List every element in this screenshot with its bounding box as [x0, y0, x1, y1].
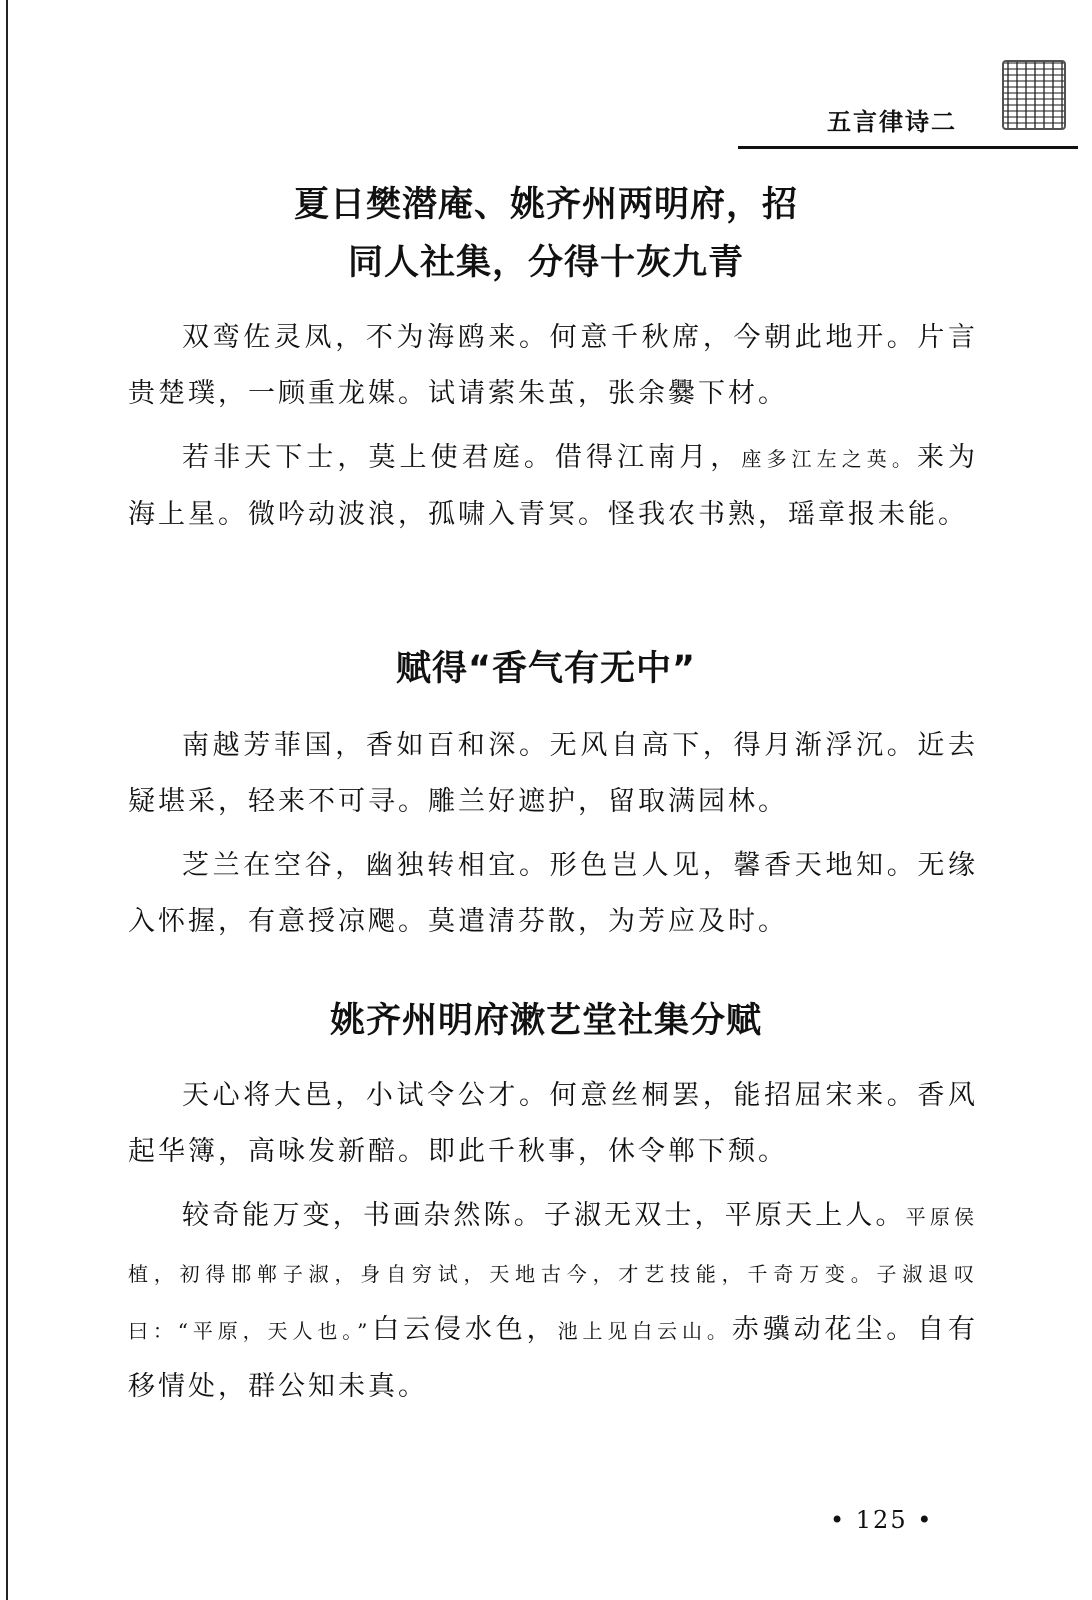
annotation: 平原侯植，初得邯郸子淑，身自穷试，天地古今，才艺技能，千奇万变。子淑退叹曰：“平原，天人也。”: [128, 1205, 979, 1343]
stanza: [128, 310, 978, 422]
poem-title-2: [0, 640, 1092, 698]
stanza-text: 芝兰在空谷，幽独转相宜。形色岂人见，馨香天地知。无缘入怀握，有意授凉飔。莫遣清芬散，为芳应及时。: [128, 850, 978, 937]
running-header: 五言律诗二: [827, 108, 957, 136]
poem-title-line: 夏日樊潜庵、姚齐州两明府，招: [293, 185, 798, 225]
stanza-text: 天心将大邑，小试令公才。何意丝桐罢，能招屈宋来。香风起华簿，高咏发新醅。即此千秋事，休令郸下颓。: [128, 1080, 978, 1167]
poem-title-3: [0, 992, 1092, 1050]
poem-title-1: [0, 176, 1092, 292]
stanza: [128, 1188, 978, 1415]
stanza: [128, 1068, 978, 1180]
stanza-text: 若非天下士，莫上使君庭。借得江南月，: [182, 442, 742, 473]
poem-title-line: 姚齐州明府漱艺堂社集分赋: [329, 1001, 762, 1041]
page-number: • 125 •: [830, 1506, 934, 1534]
seal-stamp-icon: [1002, 60, 1066, 130]
stanza-text: 双鸾佐灵凤，不为海鸥来。何意千秋席，今朝此地开。片言贵楚璞，一顾重龙媒。试请萦朱茧，张余爨下材。: [128, 322, 978, 409]
poem-body-3: [128, 1068, 978, 1423]
annotation: 座多江左之英。: [741, 447, 917, 471]
annotation: 池上见白云山。: [557, 1319, 732, 1343]
stanza: [128, 430, 978, 543]
stanza-text: 白云侵水色，: [371, 1314, 558, 1345]
poem-body-2: [128, 718, 978, 958]
poem-body-1: [128, 310, 978, 551]
poem-title-line: 同人社集，分得十灰九青: [347, 243, 744, 283]
poem-title-line: 赋得“香气有无中”: [395, 649, 696, 689]
stanza-text: 来为海上星。微吟动波浪，孤啸入青冥。怪我农书熟，瑶章报未能。: [128, 442, 979, 530]
stanza: [128, 838, 978, 950]
stanza-text: 南越芳菲国，香如百和深。无风自高下，得月渐浮沉。近去疑堪采，轻来不可寻。雕兰好遮护，留取满园林。: [128, 730, 978, 817]
stanza-text: 赤骥动花尘。自有移情处，群公知未真。: [128, 1314, 979, 1402]
stanza-text: 较奇能万变，书画杂然陈。子淑无双士，平原天上人。: [182, 1200, 906, 1231]
stanza: [128, 718, 978, 830]
header-rule: [738, 146, 1078, 149]
